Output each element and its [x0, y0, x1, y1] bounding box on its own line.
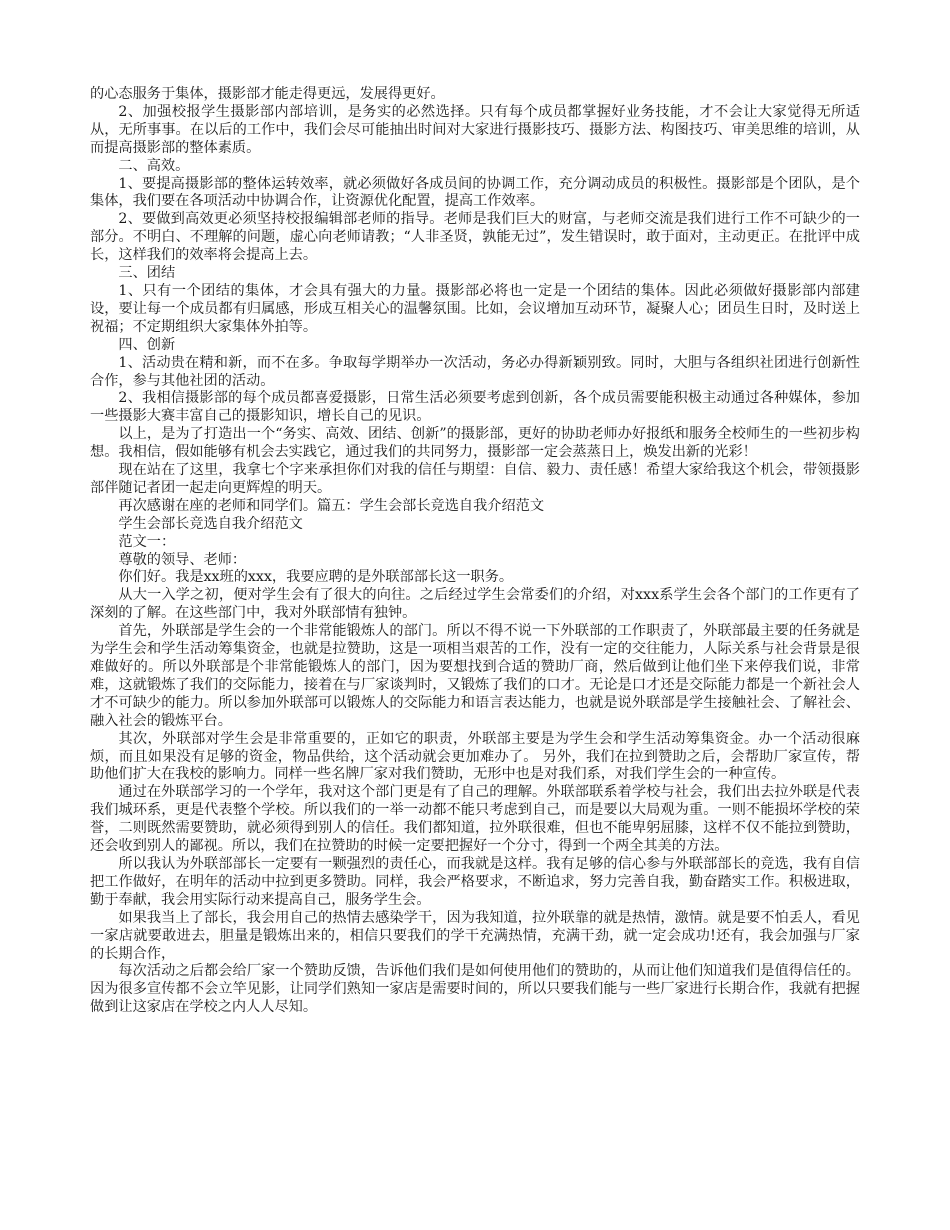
paragraph: 所以我认为外联部部长一定要有一颗强烈的责任心，而我就是这样。我有足够的信心参与外联部部长的竞选，我有自信把工作做好，在明年的活动中拉到更多赞助。同样，我会严格要求，不断追求，努力完善自我，勤奋踏实工作。积极进取，勤于奉献，我会用实际行动来提高自己，服务学生会。 — [90, 855, 860, 908]
paragraph: 2、我相信摄影部的每个成员都喜爱摄影，日常生活必须要考虑到创新，各个成员需要能积极主动通过各种媒体，参加一些摄影大赛丰富自己的摄影知识，增长自己的见识。 — [90, 390, 860, 425]
paragraph: 2、要做到高效更必须坚持校报编辑部老师的指导。老师是我们巨大的财富，与老师交流是我们进行工作不可缺少的一部分。不明白、不理解的问题，虚心向老师请教；“人非圣贤，孰能无过”，发生错误时，敢于面对，主动更正。在批评中成长，这样我们的效率将会提高上去。 — [90, 211, 860, 264]
paragraph: 1、活动贵在精和新，而不在多。争取每学期举办一次活动，务必办得新颖别致。同时，大胆与各组织社团进行创新性合作，参与其他社团的活动。 — [90, 354, 860, 389]
paragraph: 1、要提高摄影部的整体运转效率，就必须做好各成员间的协调工作，充分调动成员的积极性。摄影部是个团队，是个集体，我们要在各项活动中协调合作，让资源优化配置，提高工作效率。 — [90, 175, 860, 210]
paragraph: 其次，外联部对学生会是非常重要的，正如它的职责，外联部主要是为学生会和学生活动筹集资金。办一个活动很麻烦，而且如果没有足够的资金，物品供给，这个活动就会更加难办了。 另外，我们在拉到赞助之后，会帮助厂家宣传，帮助他们扩大在我校的影响力。同样一些名牌厂家对我们赞助，无形中也是对我们系，对我们学生会的一种宣传。 — [90, 730, 860, 783]
paragraph: 三、团结 — [118, 265, 176, 282]
paragraph: 四、创新 — [118, 336, 176, 353]
paragraph: 每次活动之后都会给厂家一个赞助反馈，告诉他们我们是如何使用他们的赞助的，从而让他们知道我们是值得信任的。因为很多宣传都不会立竿见影，让同学们熟知一家店是需要时间的，所以只要我们能与一些厂家进行长期合作，我就有把握做到让这家店在学校之内人人尽知。 — [90, 963, 860, 1016]
paragraph: 再次感谢在座的老师和同学们。篇五：学生会部长竞选自我介绍范文 — [118, 497, 545, 514]
paragraph: 范文一： — [118, 533, 176, 550]
paragraph: 首先，外联部是学生会的一个非常能锻炼人的部门。所以不得不说一下外联部的工作职责了，外联部最主要的任务就是为学生会和学生活动筹集资金，也就是拉赞助，这是一项相当艰苦的工作，没有一定的交往能力，人际关系与社会背景是很难做好的。所以外联部是个非常能锻炼人的部门，因为要想找到合适的赞助厂商，然后做到让他们坐下来停我们说，非常难，这就锻炼了我们的交际能力，接着在与厂家谈判时，又锻炼了我们的口才。无论是口才还是交际能力都是一个新社会人才不可缺少的能力。所以参加外联部可以锻炼人的交际能力和语言表达能力，也就是说外联部是学生接触社会、了解社会、融入社会的锻炼平台。 — [90, 623, 860, 729]
paragraph: 二、高效。 — [118, 157, 190, 174]
paragraph: 学生会部长竞选自我介绍范文 — [118, 515, 303, 532]
paragraph: 如果我当上了部长，我会用自己的热情去感染学干，因为我知道，拉外联靠的就是热情，激情。就是要不怕丢人，看见一家店就要敢进去，胆量是锻炼出来的，相信只要我们的学干充满热情，充满干劲，就一定会成功!还有，我会加强与厂家的长期合作， — [90, 909, 860, 962]
paragraph: 通过在外联部学习的一个学年，我对这个部门更是有了自己的理解。外联部联系着学校与社会，我们出去拉外联是代表我们城环系，更是代表整个学校。所以我们的一举一动都不能只考虑到自己，而是要以大局观为重。一则不能损坏学校的荣誉，二则既然需要赞助，就必须得到别人的信任。我们都知道，拉外联很难，但也不能卑躬屈膝，这样不仅不能拉到赞助，还会收到别人的鄙视。所以，我们在拉赞助的时候一定要把握好一个分寸，得到一个两全其美的方法。 — [90, 784, 860, 855]
document-body — [90, 86, 860, 1017]
paragraph: 2、加强校报学生摄影部内部培训，是务实的必然选择。只有每个成员都掌握好业务技能，才不会让大家觉得无所适从，无所事事。在以后的工作中，我们会尽可能抽出时间对大家进行摄影技巧、摄影方法、构图技巧、审美思维的培训，从而提高摄影部的整体素质。 — [90, 103, 860, 156]
paragraph: 从大一入学之初，便对学生会有了很大的向往。之后经过学生会常委们的介绍，对xxx系学生会各个部门的工作更有了深刻的了解。在这些部门中，我对外联部情有独钟。 — [90, 587, 860, 622]
paragraph: 1、只有一个团结的集体，才会具有强大的力量。摄影部必将也一定是一个团结的集体。因此必须做好摄影部内部建设，要让每一个成员都有归属感，形成互相关心的温馨氛围。比如，会议增加互动环节，凝聚人心；团员生日时，及时送上祝福；不定期组织大家集体外拍等。 — [90, 282, 860, 335]
paragraph: 你们好。我是xx班的xxx，我要应聘的是外联部部长这一职务。 — [118, 569, 514, 586]
paragraph: 现在站在了这里，我拿七个字来承担你们对我的信任与期望：自信、毅力、责任感！希望大家给我这个机会，带领摄影部伴随记者团一起走向更辉煌的明天。 — [90, 462, 860, 496]
paragraph: 以上，是为了打造出一个“务实、高效、团结、创新”的摄影部，更好的协助老师办好报纸和服务全校师生的一些初步构想。我相信，假如能够有机会去实践它，通过我们的共同努力，摄影部一定会蒸蒸日上，焕发出新的光彩！ — [90, 426, 860, 461]
paragraph: 的心态服务于集体，摄影部才能走得更远，发展得更好。 — [90, 86, 445, 102]
paragraph: 尊敬的领导、老师： — [118, 551, 247, 568]
